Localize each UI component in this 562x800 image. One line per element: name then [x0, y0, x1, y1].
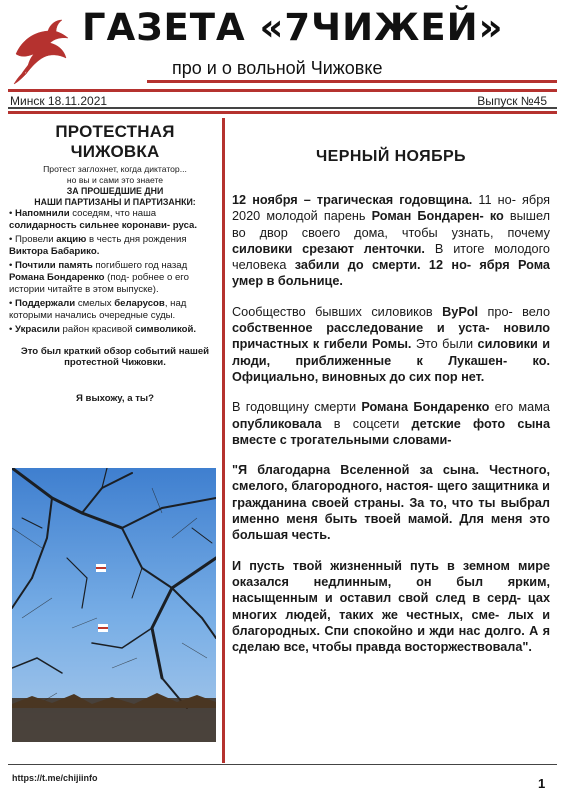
- sidebar-title: ПРОТЕСТНАЯ ЧИЖОВКА: [55, 122, 175, 161]
- item-lead: Напомнили: [15, 208, 70, 219]
- paragraph-bold: ByPol: [442, 304, 479, 319]
- bird-logo-icon: [8, 14, 74, 86]
- issue-number: Выпуск №45: [477, 94, 547, 108]
- paragraph-text: Это были: [411, 337, 478, 352]
- item-lead: Поддержали: [15, 298, 76, 310]
- newspaper-subtitle: про и о вольной Чижовке: [172, 58, 383, 78]
- sidebar-heading: [9, 186, 221, 208]
- sidebar-epigraph-line: но вы и сами это знаете: [66, 175, 164, 185]
- item-text: в честь дня рождения: [86, 234, 187, 246]
- paragraph-bold: забили до смерти. 12 но- ября Рома умер в больнице.: [232, 258, 550, 289]
- paragraph-text: в соцсети: [321, 416, 412, 431]
- sidebar-news-list: [9, 208, 221, 336]
- sidebar-heading-line: НАШИ ПАРТИЗАНЫ И ПАРТИЗАНКИ:: [34, 197, 196, 207]
- paragraph-bold: собственное расследование и уста- новило причастных к гибели Ромы.: [232, 321, 550, 352]
- paragraph-bold: силовики срезают ленточки.: [232, 241, 425, 256]
- item-text: Провели: [15, 234, 57, 246]
- sidebar-epigraph: [9, 164, 221, 186]
- article-paragraph: [232, 399, 550, 448]
- list-item: • Напомнили соседям, что наша солидарность сильнее коронави- руса.: [9, 208, 198, 231]
- item-text: соседям, что наша: [69, 208, 157, 219]
- paragraph-text: его мама: [489, 400, 550, 415]
- date-bar-red-bottom: [8, 111, 557, 114]
- sidebar: [9, 122, 221, 404]
- sidebar-summary: Это был краткий обзор событий нашей протестной Чижовки.: [20, 345, 210, 369]
- item-text: (под- робнее о его истории читайте в этом выпуске).: [9, 271, 189, 295]
- list-item: • Поддержали смелых беларусов, над которыми начались очередные суды.: [9, 298, 187, 321]
- item-text: смелых: [75, 298, 115, 310]
- paragraph-bold: детские фото сына вместе с трогательными словами-: [232, 416, 551, 447]
- issue-date: Минск 18.11.2021: [10, 94, 108, 108]
- paragraph-text: 11 но- ября 2020 молодой парень: [232, 193, 550, 224]
- item-bold: беларусов: [114, 298, 165, 310]
- paragraph-text: вышел во двор своего дома, чтобы узнать, почему: [232, 209, 550, 240]
- paragraph-text: В итоге молодого человека: [232, 241, 550, 273]
- paragraph-bold: 12 ноября – трагическая годовщина.: [232, 193, 473, 207]
- sky-trees-photo: [12, 468, 216, 742]
- paragraph-bold: опубликовала: [232, 416, 322, 431]
- paragraph-bold: Романа Бондаренко: [361, 400, 490, 415]
- paragraph-text: В годовщину смерти: [232, 400, 362, 415]
- footer-line: [8, 764, 557, 765]
- item-text: , над которыми начались очередные суды.: [9, 298, 187, 321]
- date-bar-red-top: [8, 89, 557, 92]
- main-article: [232, 148, 550, 669]
- article-quote: И пусть твой жизненный путь в земном мире оказался недлинным, он был ярким, насыщенным и оставил свой след в серд- цах многих людей, таких же честных, сме- лых и благородных. Спи спокойно и жди нас долго. А я сделаю все, чтобы правда восторжествовала".: [232, 558, 550, 655]
- item-bold: акцию: [56, 234, 87, 246]
- article-title: ЧЕРНЫЙ НОЯБРЬ: [316, 148, 466, 165]
- item-text: погибшего год назад: [92, 260, 188, 272]
- paragraph-text: Сообщество бывших силовиков: [232, 304, 443, 319]
- item-bold: Виктора Бабарико.: [9, 245, 100, 257]
- telegram-link[interactable]: https://t.me/chijiinfo: [12, 773, 98, 783]
- item-bold: символикой.: [135, 324, 197, 336]
- article-quote: "Я благодарна Вселенной за сына. Честного, смелого, благородного, настоя- щего защитника и гражданина своей страны. За то, что ты выбрал именно меня быть твоей мамой. Для меня это большая честь.: [232, 463, 550, 543]
- article-paragraph: [232, 304, 550, 385]
- masthead-divider-red: [147, 80, 557, 83]
- sidebar-call-to-action: Я выхожу, а ты?: [76, 392, 154, 404]
- sidebar-epigraph-line: Протест заглохнет, когда диктатор...: [43, 164, 187, 174]
- page-number: 1: [538, 776, 546, 791]
- paragraph-text: про- вело: [478, 304, 550, 319]
- sidebar-heading-line: ЗА ПРОШЕДШИЕ ДНИ: [66, 186, 164, 196]
- paragraph-bold: силовики и люди, приближенные к Лукашен- ко. Официально, виновных до сих пор нет.: [232, 337, 551, 384]
- column-divider: [222, 118, 225, 763]
- list-item: • Украсили район красивой символикой.: [9, 324, 197, 336]
- item-lead: Почтили память: [15, 260, 93, 272]
- item-text: район красивой: [59, 324, 136, 336]
- item-bold: Романа Бондаренко: [9, 271, 105, 283]
- list-item: • Почтили память погибшего год назад Романа Бондаренко (под- робнее о его истории читайте в этом выпуске).: [9, 260, 189, 295]
- article-paragraph: [232, 192, 550, 290]
- item-lead: Украсили: [15, 324, 60, 336]
- paragraph-bold: Роман Бондарен- ко: [371, 209, 504, 224]
- newspaper-title: ГАЗЕТА «7ЧИЖЕЙ»: [82, 6, 504, 49]
- item-bold: солидарность сильнее коронави- руса.: [9, 219, 198, 231]
- list-item: • Провели акцию в честь дня рождения Виктора Бабарико.: [9, 234, 187, 257]
